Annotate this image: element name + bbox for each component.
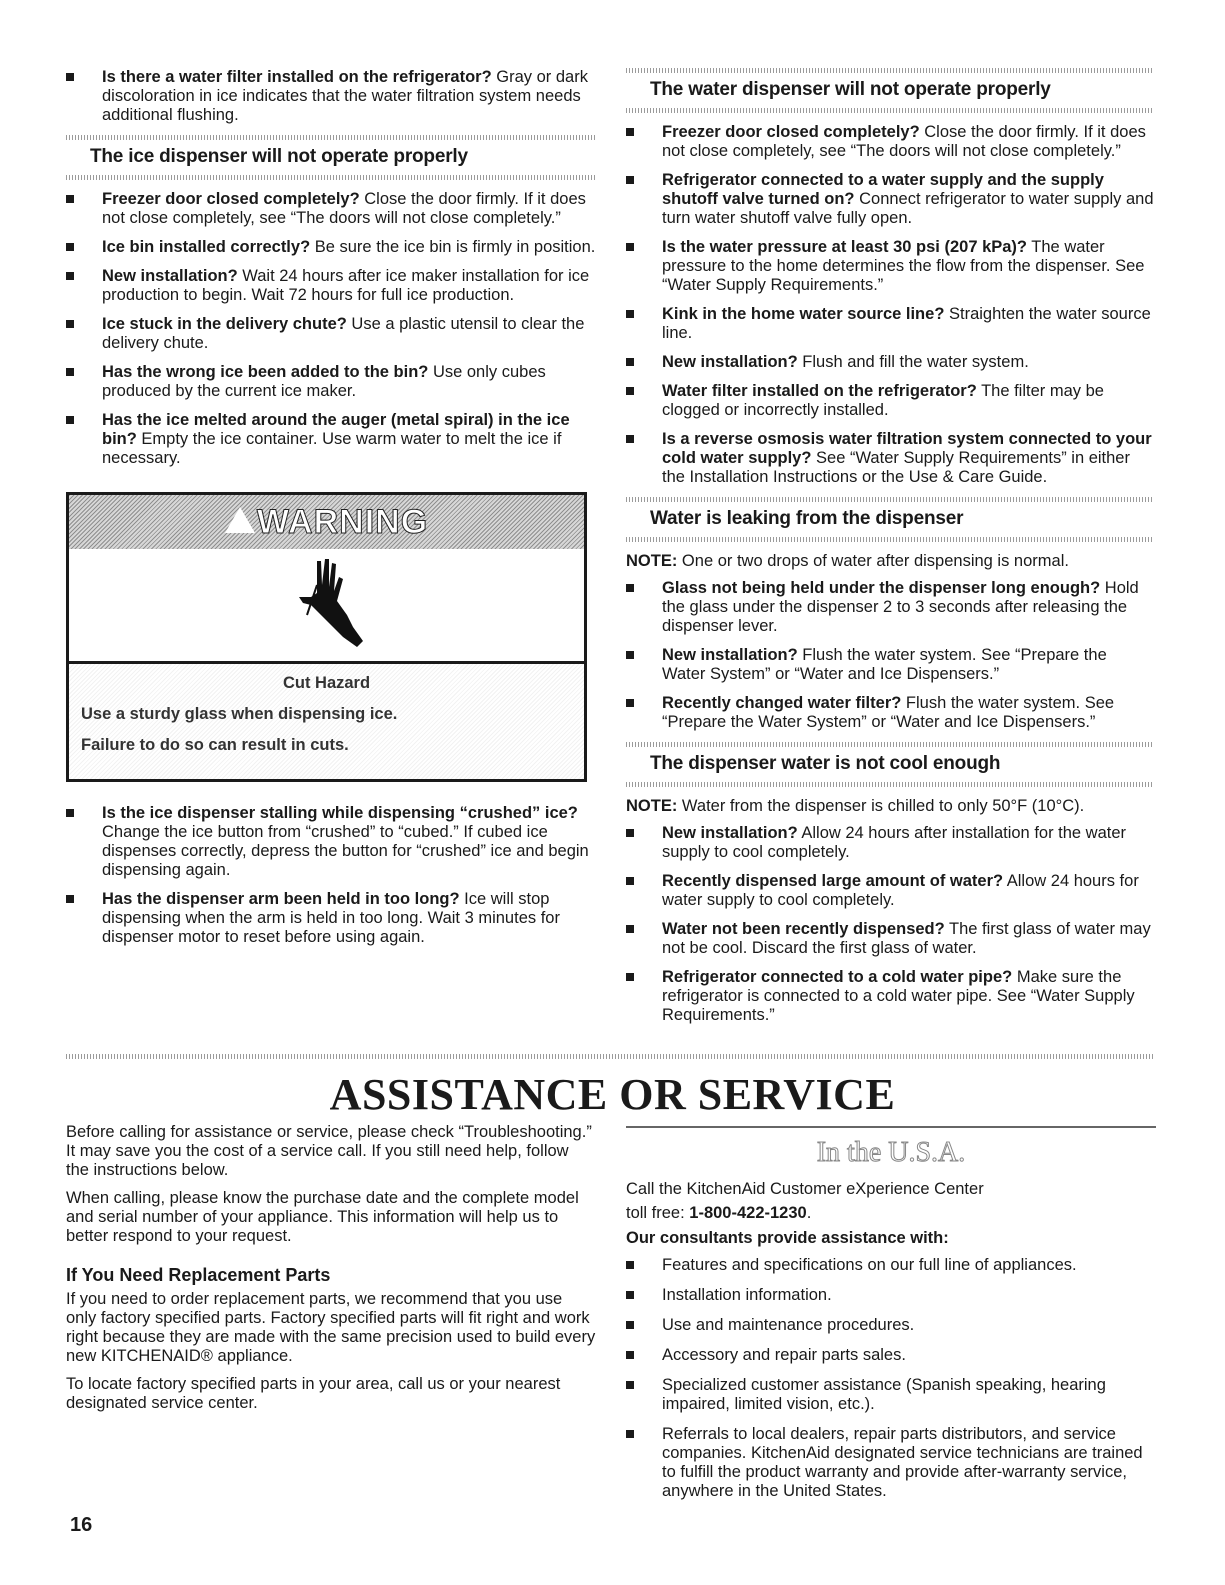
usa-rule — [626, 1126, 1156, 1128]
list-item — [66, 190, 596, 228]
service-item: Features and specifications on our full line of appliances. — [626, 1256, 1156, 1275]
item-question: Water not been recently dispensed? — [662, 920, 945, 938]
item-question: Has the ice melted around the auger (metal spiral) in the ice bin? — [102, 411, 570, 448]
item-answer: See “Water Supply Requirements” in either the Installation Instructions or the Use & Care Guide. — [662, 449, 1130, 486]
leak-list — [626, 579, 1154, 732]
right-column-bottom — [626, 1126, 1156, 1512]
list-item — [626, 305, 1154, 343]
item-answer: Flush the water system. See “Prepare the Water System” or “Water and Ice Dispensers.” — [662, 646, 1107, 683]
item-answer: Make sure the refrigerator is connected to a cold water pipe. See “Water Supply Requirements.” — [662, 968, 1135, 1024]
list-item — [66, 363, 596, 401]
assistance-intro: Before calling for assistance or service, please check “Troubleshooting.” It may save you the cost of a service call. If you still need help, follow the instructions below. — [66, 1123, 592, 1179]
list-item — [626, 646, 1154, 684]
section-heading: The ice dispenser will not operate properly — [90, 146, 468, 167]
water-dispenser-list — [626, 123, 1154, 487]
toll-free-line — [626, 1204, 1156, 1223]
call-line: Call the KitchenAid Customer eXperience Center — [626, 1180, 984, 1198]
item-answer: Close the door firmly. If it does not close completely, see “The doors will not close completely.” — [662, 123, 1146, 160]
service-item: Specialized customer assistance (Spanish speaking, hearing impaired, limited vision, etc.). — [626, 1376, 1156, 1414]
item-answer: The first glass of water may not be cool. Discard the first glass of water. — [662, 920, 1151, 957]
item-answer: Be sure the ice bin is firmly in position. — [310, 238, 596, 256]
item-answer: Ice will stop dispensing when the arm is held in too long. Wait 3 minutes for dispenser motor to reset before using again. — [102, 890, 560, 946]
list-item — [626, 920, 1154, 958]
hazard-symbol-area — [69, 549, 584, 664]
item-answer: Gray or dark discoloration in ice indicates that the water filtration system needs additional flushing. — [102, 68, 588, 124]
dotted-rule — [626, 537, 1154, 542]
item-answer: Allow 24 hours after installation for the water supply to cool completely. — [662, 824, 1127, 861]
left-column-bottom — [66, 1123, 596, 1422]
phone-suffix: . — [806, 1204, 812, 1222]
item-answer: Connect refrigerator to water supply and turn water shutoff valve fully open. — [662, 190, 1154, 227]
list-item — [626, 382, 1154, 420]
item-answer: Wait 24 hours after ice maker installation for ice production to begin. Wait 72 hours for full ice production. — [102, 267, 590, 304]
item-question: Has the dispenser arm been held in too long? — [102, 890, 460, 908]
service-item: Installation information. — [626, 1286, 1156, 1305]
item-question: Is the water pressure at least 30 psi (207 kPa)? — [662, 238, 1028, 256]
locate-parts-text: To locate factory specified parts in your area, call us or your nearest designated service center. — [66, 1375, 561, 1412]
note-text: One or two drops of water after dispensing is normal. — [677, 552, 1069, 570]
page-number: 16 — [70, 1514, 93, 1536]
service-item: Referrals to local dealers, repair parts distributors, and service companies. KitchenAid designated service technicians are trained to fulfill the product warranty and provide after-warranty service, anywhere in the United States. — [626, 1425, 1156, 1501]
list-item — [626, 238, 1154, 295]
list-item — [626, 872, 1154, 910]
hazard-name: Cut Hazard — [282, 674, 371, 692]
item-answer: Hold the glass under the dispenser 2 to 3 seconds after releasing the dispenser lever. — [662, 579, 1139, 635]
item-question: Freezer door closed completely? — [102, 190, 360, 208]
warning-instruction: Use a sturdy glass when dispensing ice. — [81, 705, 398, 723]
item-question: Refrigerator connected to a cold water pipe? — [662, 968, 1013, 986]
warning-triangle-icon — [225, 507, 255, 533]
item-answer: The water pressure to the home determines the flow from the dispenser. See “Water Supply Requirements.” — [662, 238, 1145, 294]
ice-dispenser-section-header — [66, 135, 596, 180]
item-question: Kink in the home water source line? — [662, 305, 945, 323]
toll-free-label: toll free: — [626, 1204, 690, 1222]
warning-consequence: Failure to do so can result in cuts. — [81, 736, 349, 754]
item-question: Glass not being held under the dispenser long enough? — [662, 579, 1101, 597]
item-question: New installation? — [662, 353, 798, 371]
consultants-heading: Our consultants provide assistance with: — [626, 1229, 949, 1247]
list-item — [66, 238, 596, 257]
item-answer: Allow 24 hours for water supply to cool completely. — [662, 872, 1139, 909]
service-item: Use and maintenance procedures. — [626, 1316, 1156, 1335]
section-heading: The water dispenser will not operate properly — [650, 79, 1051, 100]
services-list — [626, 1256, 1156, 1501]
list-item — [626, 353, 1154, 372]
note-label: NOTE: — [626, 552, 678, 570]
left-column-top — [66, 68, 596, 957]
item-answer: Use only cubes produced by the current ice maker. — [102, 363, 546, 400]
section-heading: Water is leaking from the dispenser — [650, 508, 964, 529]
item-answer: The filter may be clogged or incorrectly installed. — [662, 382, 1104, 419]
assistance-calling-info: When calling, please know the purchase date and the complete model and serial number of your appliance. This information will help us to better respond to your request. — [66, 1189, 579, 1245]
list-item — [626, 694, 1154, 732]
item-answer: Close the door firmly. If it does not close completely, see “The doors will not close completely.” — [102, 190, 586, 227]
list-item — [66, 890, 596, 947]
usa-heading: In the U.S.A. — [816, 1137, 966, 1168]
item-question: Is a reverse osmosis water filtration system connected to your cold water supply? — [662, 430, 1152, 467]
item-question: Is there a water filter installed on the refrigerator? — [102, 68, 492, 86]
dotted-rule — [626, 782, 1154, 787]
list-item — [626, 968, 1154, 1025]
cool-note — [626, 797, 1154, 816]
item-question: Is the ice dispenser stalling while dispensing “crushed” ice? — [102, 804, 578, 822]
ice-dispenser-list — [66, 190, 596, 468]
dotted-rule — [66, 175, 596, 180]
item-question: New installation? — [662, 646, 798, 664]
replacement-parts-text: If you need to order replacement parts, we recommend that you use only factory specified parts. Factory specified parts will fit right and work right because they are made with the same precision used to build every new KITCHENAID® appliance. — [66, 1290, 596, 1365]
item-answer: Flush the water system. See “Prepare the Water System” or “Water and Ice Dispensers.” — [662, 694, 1115, 731]
item-question: Water filter installed on the refrigerator? — [662, 382, 977, 400]
intro-list — [66, 68, 596, 125]
warning-box — [66, 492, 587, 782]
item-question: New installation? — [102, 267, 238, 285]
list-item — [626, 824, 1154, 862]
warning-text-area — [69, 664, 584, 779]
replacement-parts-heading: If You Need Replacement Parts — [66, 1265, 331, 1285]
list-item — [66, 804, 596, 880]
item-question: New installation? — [662, 824, 798, 842]
leak-note — [626, 552, 1154, 571]
right-column-top — [626, 68, 1154, 1035]
item-answer: Flush and fill the water system. — [797, 353, 1029, 371]
dotted-rule — [626, 108, 1154, 113]
warning-title: WARNING — [256, 502, 429, 541]
phone-number: 1-800-422-1230 — [689, 1204, 807, 1222]
list-item — [66, 315, 596, 353]
service-item: Accessory and repair parts sales. — [626, 1346, 1156, 1365]
dispenser-issues-list — [66, 804, 596, 947]
cool-list — [626, 824, 1154, 1025]
item-question: Ice stuck in the delivery chute? — [102, 315, 347, 333]
list-item — [626, 171, 1154, 228]
note-label: NOTE: — [626, 797, 678, 815]
note-text: Water from the dispenser is chilled to only 50°F (10°C). — [677, 797, 1085, 815]
item-question: Refrigerator connected to a water supply and the supply shutoff valve turned on? — [662, 171, 1104, 208]
water-dispenser-section-header — [626, 68, 1154, 113]
assistance-divider — [66, 1054, 1154, 1059]
cool-section-header — [626, 742, 1154, 787]
leak-section-header — [626, 497, 1154, 542]
list-item — [626, 579, 1154, 636]
assistance-title: ASSISTANCE OR SERVICE — [329, 1070, 896, 1119]
section-heading: The dispenser water is not cool enough — [650, 753, 1001, 774]
cut-hand-icon — [277, 555, 377, 655]
list-item — [66, 411, 596, 468]
warning-banner — [69, 495, 584, 549]
list-item — [626, 123, 1154, 161]
item-question: Freezer door closed completely? — [662, 123, 920, 141]
list-item — [626, 430, 1154, 487]
item-question: Has the wrong ice been added to the bin? — [102, 363, 429, 381]
item-answer: Empty the ice container. Use warm water to melt the ice if necessary. — [102, 430, 562, 467]
list-item — [66, 267, 596, 305]
item-answer: Use a plastic utensil to clear the delivery chute. — [102, 315, 585, 352]
item-question: Ice bin installed correctly? — [102, 238, 311, 256]
item-question: Recently changed water filter? — [662, 694, 902, 712]
item-question: Recently dispensed large amount of water? — [662, 872, 1004, 890]
item-answer: Straighten the water source line. — [662, 305, 1151, 342]
item-answer: Change the ice button from “crushed” to “cubed.” If cubed ice dispenses correctly, depress the button for “crushed” ice and begin dispensing again. — [102, 823, 589, 879]
list-item — [66, 68, 596, 125]
